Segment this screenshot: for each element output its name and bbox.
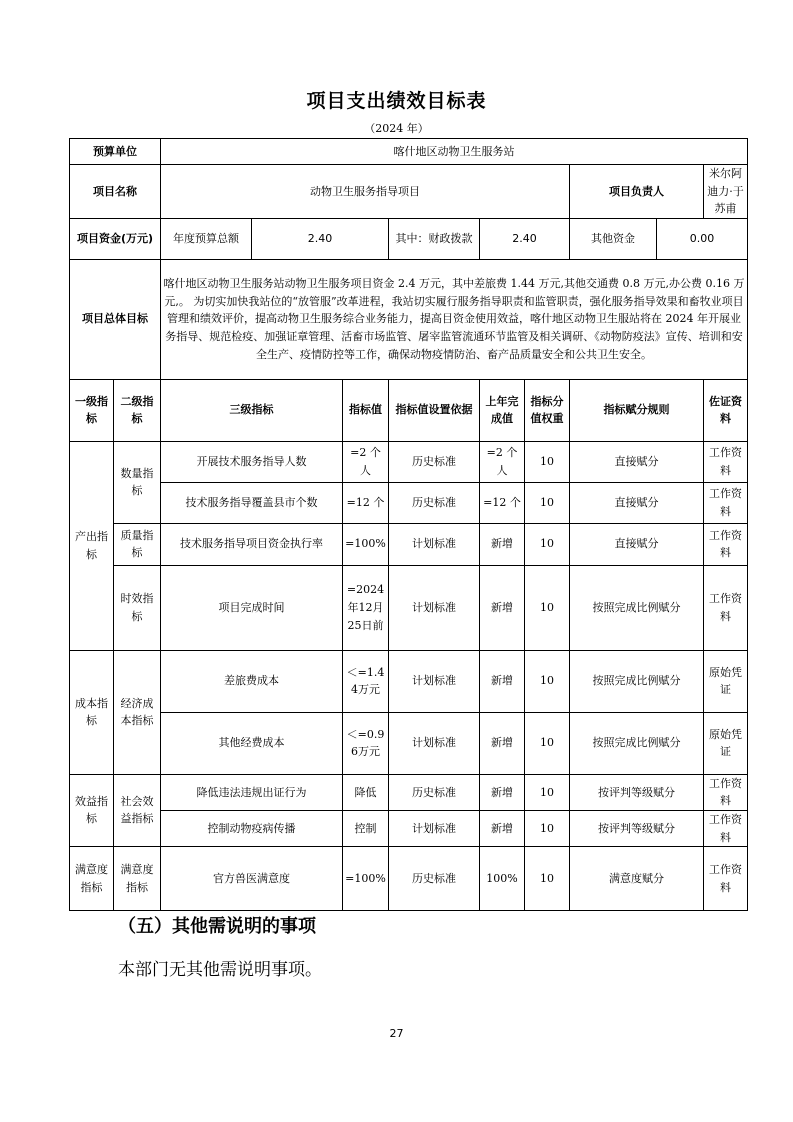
indicator-rule: 直接赋分 bbox=[570, 482, 704, 523]
indicator-name: 降低违法违规出证行为 bbox=[161, 774, 343, 810]
table-row bbox=[70, 565, 748, 650]
indicator-header-row bbox=[70, 379, 748, 441]
indicator-weight: 10 bbox=[525, 712, 570, 774]
indicator-last-year: 新增 bbox=[480, 565, 525, 650]
indicator-value: =2024年12月25日前 bbox=[343, 565, 389, 650]
indicator-value: ＜=0.96万元 bbox=[343, 712, 389, 774]
indicator-evidence: 工作资料 bbox=[704, 523, 748, 565]
indicator-weight: 10 bbox=[525, 847, 570, 911]
fiscal-funds-value: 2.40 bbox=[480, 218, 570, 259]
indicator-name: 项目完成时间 bbox=[161, 565, 343, 650]
indicator-basis: 计划标准 bbox=[389, 810, 480, 846]
header-level2: 二级指标 bbox=[114, 379, 161, 441]
page-number: 27 bbox=[389, 1027, 404, 1040]
funds-row bbox=[70, 218, 748, 259]
budget-unit-value: 喀什地区动物卫生服务站 bbox=[161, 139, 748, 165]
indicator-name: 技术服务指导项目资金执行率 bbox=[161, 523, 343, 565]
indicator-last-year: =12 个 bbox=[480, 482, 525, 523]
indicator-name: 控制动物疫病传播 bbox=[161, 810, 343, 846]
indicator-name: 开展技术服务指导人数 bbox=[161, 441, 343, 482]
indicator-evidence: 原始凭证 bbox=[704, 650, 748, 712]
indicator-last-year: 新增 bbox=[480, 712, 525, 774]
indicator-weight: 10 bbox=[525, 565, 570, 650]
indicator-value: ＜=1.44万元 bbox=[343, 650, 389, 712]
indicator-value: =100% bbox=[343, 847, 389, 911]
project-leader-value: 米尔阿迪力·于苏甫 bbox=[704, 165, 748, 219]
indicator-evidence: 工作资料 bbox=[704, 810, 748, 846]
indicator-weight: 10 bbox=[525, 441, 570, 482]
indicator-rule: 按照完成比例赋分 bbox=[570, 712, 704, 774]
indicator-rule: 满意度赋分 bbox=[570, 847, 704, 911]
subgroup-quality: 质量指标 bbox=[114, 523, 161, 565]
section-heading: （五）其他需说明的事项 bbox=[118, 916, 316, 937]
table-row bbox=[70, 810, 748, 846]
indicator-last-year: =2 个人 bbox=[480, 441, 525, 482]
indicator-basis: 历史标准 bbox=[389, 774, 480, 810]
subgroup-social-benefit: 社会效益指标 bbox=[114, 774, 161, 846]
table-row bbox=[70, 712, 748, 774]
indicator-weight: 10 bbox=[525, 523, 570, 565]
header-basis: 指标值设置依据 bbox=[389, 379, 480, 441]
subgroup-economic-cost: 经济成本指标 bbox=[114, 650, 161, 774]
project-name-value: 动物卫生服务指导项目 bbox=[161, 165, 570, 219]
header-last-year: 上年完成值 bbox=[480, 379, 525, 441]
indicator-evidence: 工作资料 bbox=[704, 565, 748, 650]
performance-target-table bbox=[69, 138, 748, 911]
indicator-rule: 按照完成比例赋分 bbox=[570, 565, 704, 650]
indicator-weight: 10 bbox=[525, 482, 570, 523]
project-name-row bbox=[70, 165, 748, 219]
budget-unit-label: 预算单位 bbox=[70, 139, 161, 165]
page-title: 项目支出绩效目标表 bbox=[306, 90, 487, 112]
indicator-basis: 历史标准 bbox=[389, 441, 480, 482]
indicator-basis: 历史标准 bbox=[389, 847, 480, 911]
indicator-evidence: 工作资料 bbox=[704, 441, 748, 482]
table-row bbox=[70, 847, 748, 911]
indicator-basis: 计划标准 bbox=[389, 712, 480, 774]
indicator-last-year: 新增 bbox=[480, 650, 525, 712]
indicator-basis: 计划标准 bbox=[389, 523, 480, 565]
indicator-weight: 10 bbox=[525, 650, 570, 712]
group-benefit: 效益指标 bbox=[70, 774, 114, 846]
indicator-last-year: 新增 bbox=[480, 774, 525, 810]
indicator-basis: 计划标准 bbox=[389, 650, 480, 712]
project-name-label: 项目名称 bbox=[70, 165, 161, 219]
budget-unit-row bbox=[70, 139, 748, 165]
indicator-last-year: 新增 bbox=[480, 523, 525, 565]
group-satisfaction: 满意度指标 bbox=[70, 847, 114, 911]
indicator-weight: 10 bbox=[525, 810, 570, 846]
indicator-evidence: 工作资料 bbox=[704, 847, 748, 911]
header-weight: 指标分值权重 bbox=[525, 379, 570, 441]
table-row bbox=[70, 650, 748, 712]
indicator-last-year: 100% bbox=[480, 847, 525, 911]
header-level3: 三级指标 bbox=[161, 379, 343, 441]
section-paragraph: 本部门无其他需说明事项。 bbox=[118, 960, 322, 980]
indicator-value: =100% bbox=[343, 523, 389, 565]
overall-goal-label: 项目总体目标 bbox=[70, 259, 161, 379]
indicator-rule: 按照完成比例赋分 bbox=[570, 650, 704, 712]
indicator-value: =12 个 bbox=[343, 482, 389, 523]
indicator-rule: 直接赋分 bbox=[570, 441, 704, 482]
indicator-value: 降低 bbox=[343, 774, 389, 810]
indicator-value: =2 个人 bbox=[343, 441, 389, 482]
other-funds-value: 0.00 bbox=[657, 218, 748, 259]
annual-budget-value: 2.40 bbox=[252, 218, 389, 259]
subgroup-satisfaction: 满意度指标 bbox=[114, 847, 161, 911]
fiscal-funds-label: 其中：财政拨款 bbox=[389, 218, 480, 259]
indicator-weight: 10 bbox=[525, 774, 570, 810]
indicator-basis: 计划标准 bbox=[389, 565, 480, 650]
indicator-basis: 历史标准 bbox=[389, 482, 480, 523]
project-leader-label: 项目负责人 bbox=[570, 165, 704, 219]
indicator-value: 控制 bbox=[343, 810, 389, 846]
table-row bbox=[70, 482, 748, 523]
indicator-name: 其他经费成本 bbox=[161, 712, 343, 774]
header-evidence: 佐证资料 bbox=[704, 379, 748, 441]
indicator-rule: 直接赋分 bbox=[570, 523, 704, 565]
group-cost: 成本指标 bbox=[70, 650, 114, 774]
indicator-rule: 按评判等级赋分 bbox=[570, 810, 704, 846]
indicator-name: 技术服务指导覆盖县市个数 bbox=[161, 482, 343, 523]
table-row bbox=[70, 774, 748, 810]
other-funds-label: 其他资金 bbox=[570, 218, 657, 259]
indicator-evidence: 工作资料 bbox=[704, 482, 748, 523]
indicator-last-year: 新增 bbox=[480, 810, 525, 846]
indicator-rule: 按评判等级赋分 bbox=[570, 774, 704, 810]
table-row bbox=[70, 523, 748, 565]
funds-label: 项目资金(万元) bbox=[70, 218, 161, 259]
header-value: 指标值 bbox=[343, 379, 389, 441]
indicator-name: 官方兽医满意度 bbox=[161, 847, 343, 911]
header-rule: 指标赋分规则 bbox=[570, 379, 704, 441]
subgroup-timeliness: 时效指标 bbox=[114, 565, 161, 650]
indicator-name: 差旅费成本 bbox=[161, 650, 343, 712]
overall-goal-row bbox=[70, 259, 748, 379]
subgroup-quantity: 数量指标 bbox=[114, 441, 161, 523]
group-output: 产出指标 bbox=[70, 441, 114, 650]
indicator-evidence: 工作资料 bbox=[704, 774, 748, 810]
table-row bbox=[70, 441, 748, 482]
year-label: （2024 年） bbox=[364, 122, 429, 135]
header-level1: 一级指标 bbox=[70, 379, 114, 441]
indicator-evidence: 原始凭证 bbox=[704, 712, 748, 774]
annual-budget-label: 年度预算总额 bbox=[161, 218, 252, 259]
overall-goal-text: 喀什地区动物卫生服务站动物卫生服务项目资金 2.4 万元，其中差旅费 1.44 万元,其他交通费 0.8 万元,办公费 0.16 万元,。 为切实加快我站位的“放管服”改革进程，我站切实履行服务指导职责和监管职责，强化服务指导效果和畜牧业项目管理和绩效评价，提高动物卫生服务综合业务能力，提高目资金使用效益，喀什地区动物卫生服站将在 2024 年开展业务指导、规范检疫、加强证章管理、活畜市场监管、屠宰监管流通环节监管及相关调研、《动物防疫法》宣传、培训和安全生产、疫情防控等工作，确保动物疫情防治、畜产品质量安全和公共卫生安全。 bbox=[161, 259, 748, 379]
